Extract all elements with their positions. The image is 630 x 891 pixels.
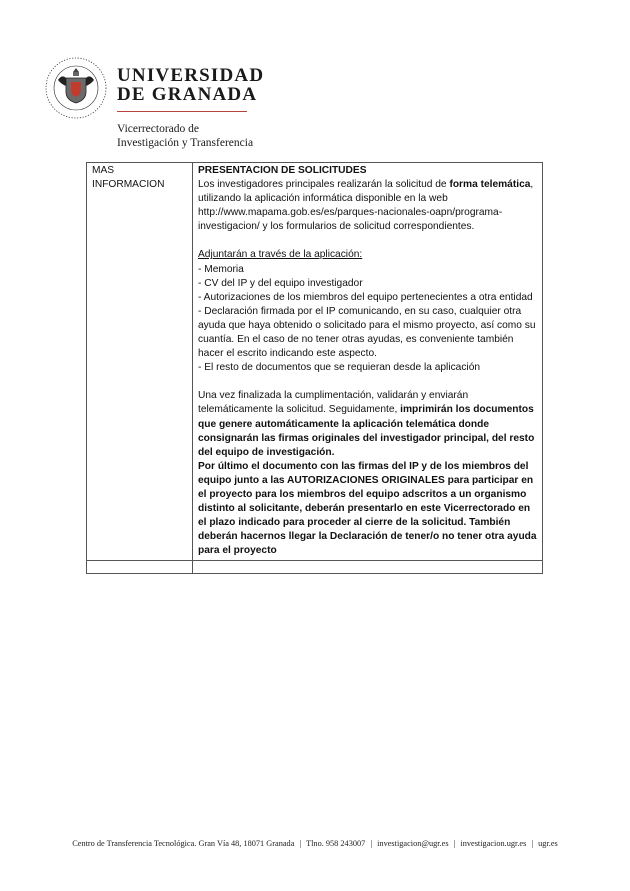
row-label-cell bbox=[87, 163, 193, 561]
final-text-a: Una vez finalizada la cumplimentación, validarán y enviarán telemáticamente la solicitud. Seguidamente, bbox=[198, 390, 469, 416]
header-accent-rule bbox=[117, 111, 247, 112]
university-name-line2: DE GRANADA bbox=[117, 84, 258, 105]
attachment-item: - El resto de documentos que se requieran desde la aplicación bbox=[198, 362, 481, 374]
footer-web-link[interactable]: investigacion.ugr.es bbox=[460, 839, 527, 848]
vice-rectorate-line2: Investigación y Transferencia bbox=[117, 137, 254, 149]
table-row bbox=[87, 163, 543, 561]
footer-phone: Tlno. 958 243007 bbox=[306, 839, 366, 848]
vice-rectorate-line1: Vicerrectorado de bbox=[117, 123, 199, 135]
section-title: PRESENTACION DE SOLICITUDES bbox=[198, 165, 367, 176]
vice-rectorate-name bbox=[117, 122, 253, 150]
empty-cell bbox=[87, 561, 193, 574]
row-label-line1: MAS bbox=[92, 165, 115, 176]
final-text-c: Por último el documento con las firmas del IP y de los miembros del equipo junto a las AUTORIZACIONES ORIGINALES para participar en el proyecto para los miembros del equipo adscritos a un organismo distinto al solicitante, deberán presentarlo en este Vicerrectorado en el plazo indicado para proceder al cierre de la solicitud. También deberán hacernos llegar la Declaración de tener/o no tener otra ayuda para el proyecto bbox=[198, 460, 537, 557]
attachment-item: - Autorizaciones de los miembros del equipo pertenecientes a otra entidad bbox=[198, 291, 533, 303]
university-seal-icon bbox=[44, 56, 108, 120]
attachment-item: - Memoria bbox=[198, 263, 244, 275]
intro-text-a: Los investigadores principales realizarán la solicitud de bbox=[198, 179, 450, 191]
attachment-item: - Declaración firmada por el IP comunicando, en su caso, cualquier otra ayuda que haya obtenido o solicitado para el mismo proyecto, así como su cuantía. En el caso de no tener otras ayudas, es conveniente también hacer el escrito indicando este aspecto. bbox=[198, 305, 536, 360]
footer-email: investigacion@ugr.es bbox=[377, 839, 449, 848]
intro-text-b: forma telemática bbox=[449, 179, 531, 191]
row-content-cell bbox=[193, 163, 543, 561]
footer-web-link[interactable]: ugr.es bbox=[538, 839, 558, 848]
final-paragraph bbox=[198, 389, 537, 459]
page-footer: Centro de Transferencia Tecnológica. Gran Vía 48, 18071 Granada | Tlno. 958 243007 | investigacion@ugr.es | investigacion.ugr.es | ugr.es bbox=[72, 839, 558, 848]
university-name bbox=[117, 66, 264, 104]
intro-paragraph bbox=[198, 178, 537, 234]
attachment-item: - CV del IP y del equipo investigador bbox=[198, 277, 363, 289]
final-text-b: imprimirán los documentos que genere automáticamente la aplicación telemática donde consignarán las firmas originales del investigador principal, del resto del equipo de investigación. bbox=[198, 404, 535, 458]
intro-text-c: , utilizando la aplicación informática disponible en la web http://www.mapama.gob.es/es/parques-nacionales-oapn/programa-investigacion/ y los formularios de solicitud correspondientes. bbox=[198, 179, 534, 233]
university-name-line1: UNIVERSIDAD bbox=[117, 65, 265, 86]
info-table bbox=[86, 162, 543, 574]
attachments-heading: Adjuntarán a través de la aplicación: bbox=[198, 249, 363, 261]
row-label-line2: INFORMACION bbox=[92, 179, 165, 191]
table-row-empty bbox=[87, 561, 543, 574]
empty-cell bbox=[193, 561, 543, 574]
footer-address: Centro de Transferencia Tecnológica. Gran Vía 48, 18071 Granada bbox=[72, 839, 295, 848]
